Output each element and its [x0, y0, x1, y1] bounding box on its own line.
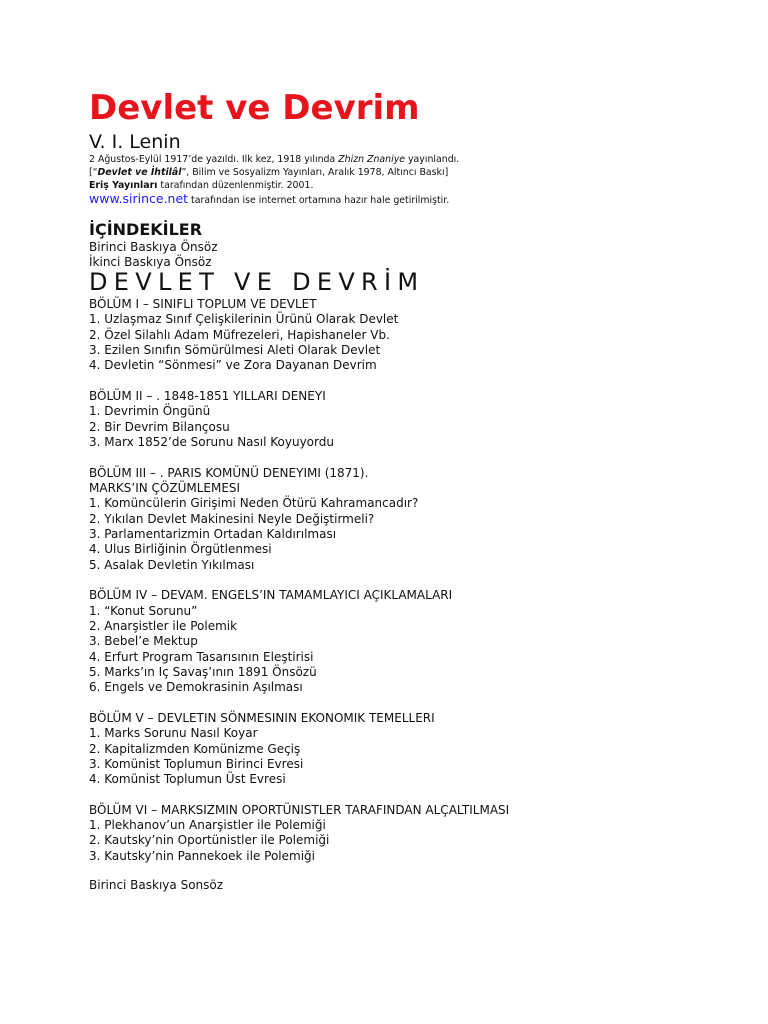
chapter-heading: BÖLÜM III – . PARIS KOMÜNÜ DENEYIMI (1871). — [89, 465, 369, 480]
chapter-item: 2. Anarşistler ile Polemik — [89, 618, 238, 633]
publication-info — [89, 153, 459, 208]
chapter-block — [89, 297, 509, 374]
chapter-heading: MARKS’IN ÇÖZÜMLEMESI — [89, 480, 241, 495]
publication-line-1 — [89, 153, 459, 166]
chapter-block — [89, 588, 509, 695]
chapter-heading: BÖLÜM I – SINIFLI TOPLUM VE DEVLET — [89, 297, 317, 311]
chapter-heading: BÖLÜM IV – DEVAM. ENGELS’IN TAMAMLAYICI AÇIKLAMALARI — [89, 588, 453, 603]
publisher-name: Eriş Yayınları — [89, 180, 158, 191]
publication-line-2 — [89, 166, 459, 179]
chapter-item: 4. Erfurt Program Tasarısının Eleştirisi — [89, 649, 314, 664]
chapter-item: 4. Devletin “Sönmesi” ve Zora Dayanan Devrim — [89, 358, 377, 373]
chapter-item: 3. Komünist Toplumun Birinci Evresi — [89, 756, 304, 771]
preface-item: Birinci Baskıya Önsöz — [89, 240, 218, 254]
chapter-item: 2. Özel Silahlı Adam Müfrezeleri, Hapishaneler Vb. — [89, 327, 390, 342]
preface-item: İkinci Baskıya Önsöz — [89, 255, 212, 269]
publication-line-4-suffix: tarafından ise internet ortamına hazır hale getirilmiştir. — [188, 195, 450, 206]
chapter-item: 1. Devrimin Öngünü — [89, 404, 211, 419]
final-afterword: Birinci Baskıya Sonsöz — [89, 878, 224, 892]
chapter-item: 5. Marks’ın Iç Savaş’ının 1891 Önsözü — [89, 664, 317, 679]
chapter-item: 2. Kautsky’nin Oportünistler ile Polemiği — [89, 833, 330, 848]
publication-line-2-suffix: ”, Bilim ve Sosyalizm Yayınları, Aralık 1978, Altıncı Baskı] — [181, 167, 449, 178]
prefaces-list — [89, 240, 218, 270]
chapter-heading: BÖLÜM V – DEVLETIN SÖNMESININ EKONOMIK TEMELLERI — [89, 710, 435, 725]
publication-line-2-italic: Devlet ve İhtilâl — [97, 167, 182, 178]
publication-line-1-suffix: yayınlandı. — [405, 154, 460, 165]
chapter-item: 3. Kautsky’nin Pannekoek ile Polemiği — [89, 848, 315, 863]
chapter-item: 1. Plekhanov’un Anarşistler ile Polemiği — [89, 818, 326, 833]
publication-line-3-suffix: tarafından düzenlenmiştir. 2001. — [157, 180, 314, 191]
chapter-block — [89, 389, 509, 450]
chapter-item: 4. Komünist Toplumun Üst Evresi — [89, 772, 286, 787]
publication-line-4 — [89, 192, 459, 208]
chapter-item: 4. Ulus Birliğinin Örgütlenmesi — [89, 542, 272, 557]
chapter-item: 1. “Konut Sorunu” — [89, 603, 198, 618]
chapter-item: 1. Komüncülerin Girişimi Neden Ötürü Kahramancadır? — [89, 496, 419, 511]
chapter-block — [89, 711, 509, 788]
chapter-item: 1. Uzlaşmaz Sınıf Çelişkilerinin Ürünü Olarak Devlet — [89, 312, 399, 327]
chapter-item: 1. Marks Sorunu Nasıl Koyar — [89, 726, 258, 741]
author-name: V. I. Lenin — [89, 131, 181, 153]
chapter-heading: BÖLÜM VI – MARKSIZMIN OPORTÜNISTLER TARAFINDAN ALÇALTILMASI — [89, 802, 510, 817]
chapter-item: 3. Parlamentarizmin Ortadan Kaldırılması — [89, 526, 337, 541]
chapter-block — [89, 803, 509, 864]
chapter-item: 2. Kapitalizmden Komünizme Geçiş — [89, 741, 301, 756]
document-title: Devlet ve Devrim — [89, 88, 420, 128]
publication-line-1-italic: Zhizn Znaniye — [338, 154, 406, 165]
sirince-link[interactable]: www.sirince.net — [89, 191, 189, 206]
book-section-title: DEVLET VE DEVRİM — [89, 268, 425, 296]
chapter-item: 3. Ezilen Sınıfın Sömürülmesi Aleti Olarak Devlet — [89, 342, 381, 357]
chapter-item: 6. Engels ve Demokrasinin Aşılması — [89, 680, 303, 695]
toc-heading: İÇİNDEKİLER — [89, 220, 203, 239]
chapter-block — [89, 466, 509, 573]
publication-line-1-prefix: 2 Ağustos-Eylül 1917’de yazıldı. Ilk kez, 1918 yılında — [89, 154, 339, 165]
chapter-list — [89, 297, 509, 879]
chapter-item: 3. Bebel’e Mektup — [89, 634, 198, 649]
chapter-item: 2. Bir Devrim Bilançosu — [89, 419, 230, 434]
chapter-heading: BÖLÜM II – . 1848-1851 YILLARI DENEYI — [89, 388, 326, 403]
publication-line-2-prefix: [“ — [89, 167, 98, 178]
chapter-item: 5. Asalak Devletin Yıkılması — [89, 557, 255, 572]
chapter-item: 2. Yıkılan Devlet Makinesini Neyle Değiştirmeli? — [89, 511, 375, 526]
chapter-item: 3. Marx 1852’de Sorunu Nasıl Koyuyordu — [89, 434, 334, 449]
